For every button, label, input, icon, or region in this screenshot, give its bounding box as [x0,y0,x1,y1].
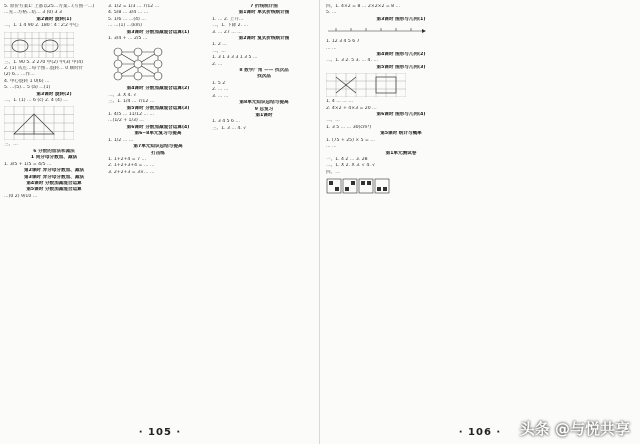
text-line: 3. … … [212,93,229,99]
section-heading: 第6课时 分数加减混合运算(4) [126,124,190,130]
text-line: … … [326,45,337,51]
text-line: 1. 1+2+4 = 7 … [108,156,147,162]
section-heading: 第7单元知识总结与提高 [133,144,183,150]
section-heading: 第2课时 旋转(1) [36,16,72,22]
watermark: 头条 @与悦共享 [519,420,630,438]
text-line: 1. 3/5 + 1/5 = 4/5 … [4,161,52,167]
text-line: 三、1. 3 … 4. √ [212,125,247,131]
unit-heading: 8 数学广角 —— 找次品 [239,68,289,74]
text-line: 1. 3 1 3 3 3 1 3 5 … [212,55,258,61]
text-line: 1. 3 4 5 6 … [212,119,240,125]
text-line: 1. 4/5 … 11/12 … … [108,112,155,118]
text-line: 1. 2 … [212,42,227,48]
text-line: 5. …(5)… 5 (a) …(1) [4,85,51,91]
section-heading: 第6~8单元复习与提高 [134,131,182,137]
text-line: 二、1. 3 2. 5 3. … 4. … [326,58,378,64]
text-line: 四、1. 4×2 = 8 … 2×2×2 = 8 … [326,4,401,9]
text-line: 二、3. X 4. √ [108,92,137,98]
section-heading: 第3课时 异分母分数加、减法 [24,174,84,180]
left-page-column-2 [108,4,208,416]
text-line: 二、… [212,48,226,54]
unit-heading: 9 总复习 [254,106,274,112]
section-heading: 第5课时 统计与概率 [380,131,422,137]
section-heading: 第4课时 分数加减混合运算 [26,180,82,186]
text-line: 3. … 27 … … [212,29,242,35]
tile-figure [326,178,476,194]
grid-figure [326,73,476,97]
text-line: 三、1. 90 5. 2 270 中(2) 中(3) 中(4) [4,59,84,65]
page-number: · 106 · [458,427,502,438]
text-line: 1. 1/2 … … [108,137,134,143]
text-line: …(0 2) 9/10 … [4,193,38,199]
text-line: 2. … … [212,87,229,93]
text-line: 2. (1) 从左…每个图…旋转… 0 顺时针 [4,66,84,72]
text-line: 2. 1+2+3+4 = … … [108,163,155,169]
page-number: · 105 · [138,427,182,438]
circle-network-figure [108,44,208,84]
section-heading: 第6课时 图形与几何(4) [376,112,426,118]
section-heading: 第1课时 [255,112,273,118]
section-heading: 第4课时 图形与几何(2) [376,52,426,58]
grid-figure [4,32,104,58]
text-line: 1. … 2. 上升… [212,16,244,22]
section-heading: 第5课时 图形与几何(3) [376,64,426,70]
text-line: … … [326,144,337,150]
unit-heading: 6 分数的加法和减法 [33,148,75,154]
text-line: 5. 1/6 … …(4) … [108,16,146,22]
text-line: 4. 中心旋转 1 0(6) … [4,78,50,84]
text-line: 二、1. 下降 2. … [212,23,249,29]
section-heading: 打击练 [151,150,165,156]
grid-figure [4,106,104,140]
left-page-column-1 [4,4,104,416]
text-line: …先…方格…结… 3 (0) 3 3 [4,10,62,16]
section-heading: 第1单元测试卷 [385,150,417,156]
text-line: 3. 2+2+3 = 3×… … [108,169,155,175]
text-line: 一、1. 4 2 … 3. 28 [326,156,368,162]
text-line: 三、… [4,142,18,148]
text-line: 5. … [326,10,337,16]
text-line: 三、1. 1/4 … 7/12 … [108,99,155,105]
text-line: 2. 4×2 + 4×3 = 20 … [326,105,377,111]
section-heading: 第4课时 分数加减混合运算(2) [126,86,190,92]
text-line: 5. 原价方案1: 上都以25…方案…(写图一…) [4,4,95,9]
section-heading: 1 同分母分数加、减法 [30,155,78,161]
section-heading: 第2课时 异分母分数加、减法 [24,168,84,174]
text-line: …(1/2 + 1/3) … [108,118,144,124]
text-line: 4. 5/8 … 3/4 … … [108,10,149,16]
text-line: 1. 3/4 + … 2/5 … [108,36,148,42]
left-page-column-3 [212,4,316,416]
section-heading: 第3课时 图形与几何(1) [376,16,426,22]
text-line: 二、… [326,118,340,124]
text-line: 1. (75 + 25) × 5 = … [326,137,375,143]
section-heading: 第1课时 单式折线统计图 [238,10,290,16]
section-heading: 第5课时 分数加减混合运算(3) [126,105,190,111]
section-heading: 第3课时 旋转(2) [36,91,72,97]
unit-heading: 7 折线统计图 [250,4,278,9]
section-heading: 第5课时 分数加减混合运算 [26,187,82,193]
text-line: 四、… [326,169,340,175]
text-line: (2) 6… …作… [4,72,35,78]
text-line: 二、1. (1) … 6 (c) 2. 4 (4) … [4,98,68,104]
text-line: 2. … [212,61,223,67]
text-line: 1. 12 3 4 5 6 7 [326,39,360,45]
text-line: 1. 5 2 [212,80,226,86]
section-heading: 第8单元知识总结与提高 [239,100,289,106]
text-line: 1. 4 … … … [326,99,353,105]
number-line-figure [326,25,476,37]
right-page-column-1 [326,4,476,416]
section-heading: 第3课时 分数加减混合运算(1) [126,29,190,35]
right-page [320,0,640,444]
text-line: 二、1. 1 4 90 2. 180 ∶ 4 ∶ 2∶2 中心 [4,23,79,29]
text-line: 3. 1/2 = 1/3 … 7/12 … [108,4,160,9]
text-line: 1. 3 5 … … 30(cm³) [326,124,371,130]
text-line: 二、1. X 2. X 3. √ 4. √ [326,163,376,169]
section-heading: 第2课时 复式折线统计图 [238,36,290,42]
section-heading: 找次品 [257,74,271,80]
text-line: … …(1) …(km) [108,23,142,29]
